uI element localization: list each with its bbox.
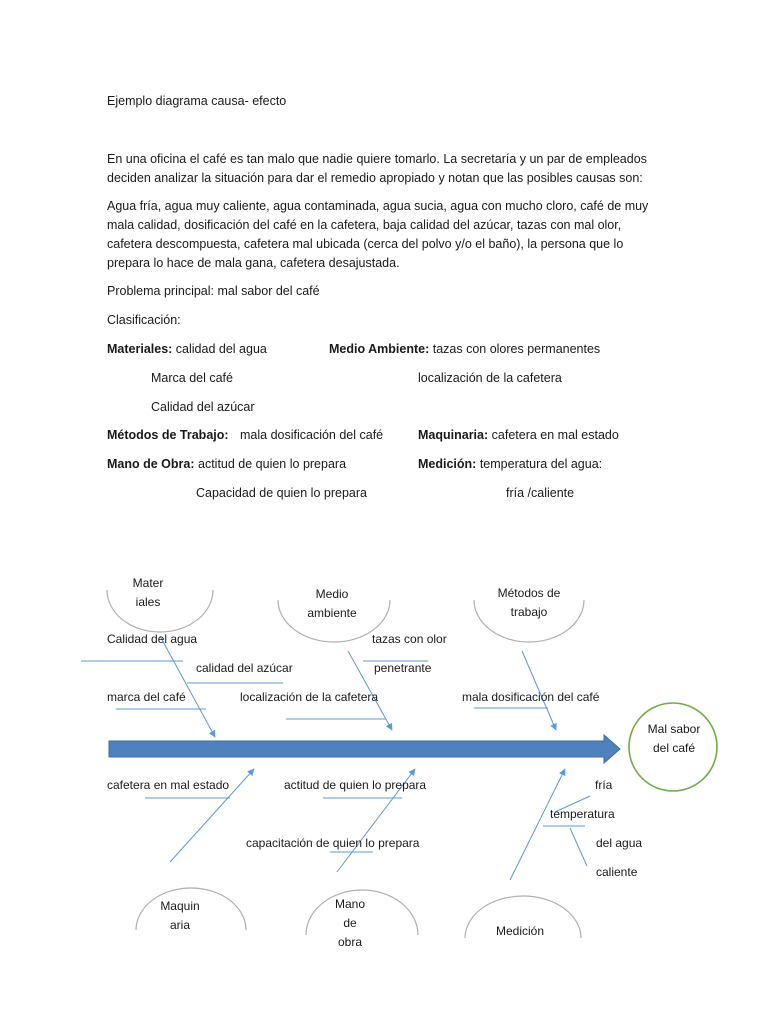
document-title: Ejemplo diagrama causa- efecto	[107, 94, 287, 108]
category-mano-obra: Mano de obra	[334, 897, 366, 949]
medio-ambiente-item: tazas con olores permanentes	[432, 342, 601, 356]
problem-statement: Problema principal: mal sabor del café	[107, 284, 320, 298]
category-medicion: Medición	[495, 924, 545, 938]
cause-label: cafetera en mal estado	[107, 778, 230, 792]
cause-line	[570, 828, 587, 866]
cause-label: del agua	[596, 836, 643, 850]
metodos-item: mala dosificación del café	[240, 428, 384, 442]
bone-materiales	[160, 636, 215, 737]
medicion-item: temperatura del agua:	[479, 457, 603, 471]
category-maquinaria: Maquin aria	[160, 899, 200, 932]
mano-obra-item: actitud de quien lo prepara	[198, 457, 347, 471]
medio-ambiente-label: Medio Ambiente:	[329, 342, 430, 356]
mano-obra-item: Capacidad de quien lo prepara	[196, 486, 367, 500]
medio-ambiente-item: localización de la cafetera	[418, 371, 562, 385]
materiales-item: Calidad del azúcar	[151, 400, 255, 414]
bone-medicion	[510, 769, 565, 880]
mano-obra-label: Mano de Obra:	[107, 457, 195, 471]
cause-label: Calidad del agua	[107, 632, 198, 646]
maquinaria-item: cafetera en mal estado	[491, 428, 619, 442]
intro-paragraph: En una oficina el café es tan malo que nadie quiere tomarlo. La secretaría y un par de empleados deciden analizar la situación para dar el remedio apropiado y notan que las posibles causas son:	[107, 152, 647, 185]
cause-label: caliente	[596, 865, 638, 879]
cause-label: actitud de quien lo prepara	[284, 778, 427, 792]
category-medio-ambiente: Medio ambiente	[307, 587, 357, 620]
cause-label: mala dosificación del café	[462, 690, 600, 704]
medicion-item: fría /caliente	[506, 486, 575, 500]
classification-heading: Clasificación:	[107, 313, 181, 327]
cause-label: localización de la cafetera	[240, 690, 379, 704]
cause-label: tazas con olor	[372, 632, 447, 646]
cause-label: penetrante	[374, 661, 432, 675]
cause-label: calidad del azúcar	[196, 661, 293, 675]
cause-label: capacitación de quien lo prepara	[246, 836, 420, 850]
materiales-label: Materiales:	[107, 342, 173, 356]
medicion-label: Medición:	[418, 457, 477, 471]
materiales-item: Marca del café	[151, 371, 233, 385]
causes-paragraph: Agua fría, agua muy caliente, agua contaminada, agua sucia, agua con mucho cloro, café de muy mala calidad, dosificación del café en la cafetera, baja calidad del azúcar, tazas con mal olor, cafetera descompuesta, cafetera mal ubicada (cerca del polvo y/o el baño), la persona que lo prepara lo hace de mala gana, cafetera desajustada.	[107, 199, 649, 270]
metodos-label: Métodos de Trabajo:	[107, 428, 229, 442]
maquinaria-label: Maquinaria:	[418, 428, 489, 442]
cause-label: marca del café	[107, 690, 186, 704]
category-metodos: Métodos de trabajo	[497, 586, 561, 619]
category-materiales: Mater iales	[132, 576, 164, 609]
spine-arrow	[109, 735, 620, 763]
cause-label: fría	[595, 778, 613, 792]
materiales-item: calidad del agua	[175, 342, 267, 356]
effect-label: Mal sabor del café	[647, 722, 701, 755]
cause-label: temperatura	[550, 807, 615, 821]
